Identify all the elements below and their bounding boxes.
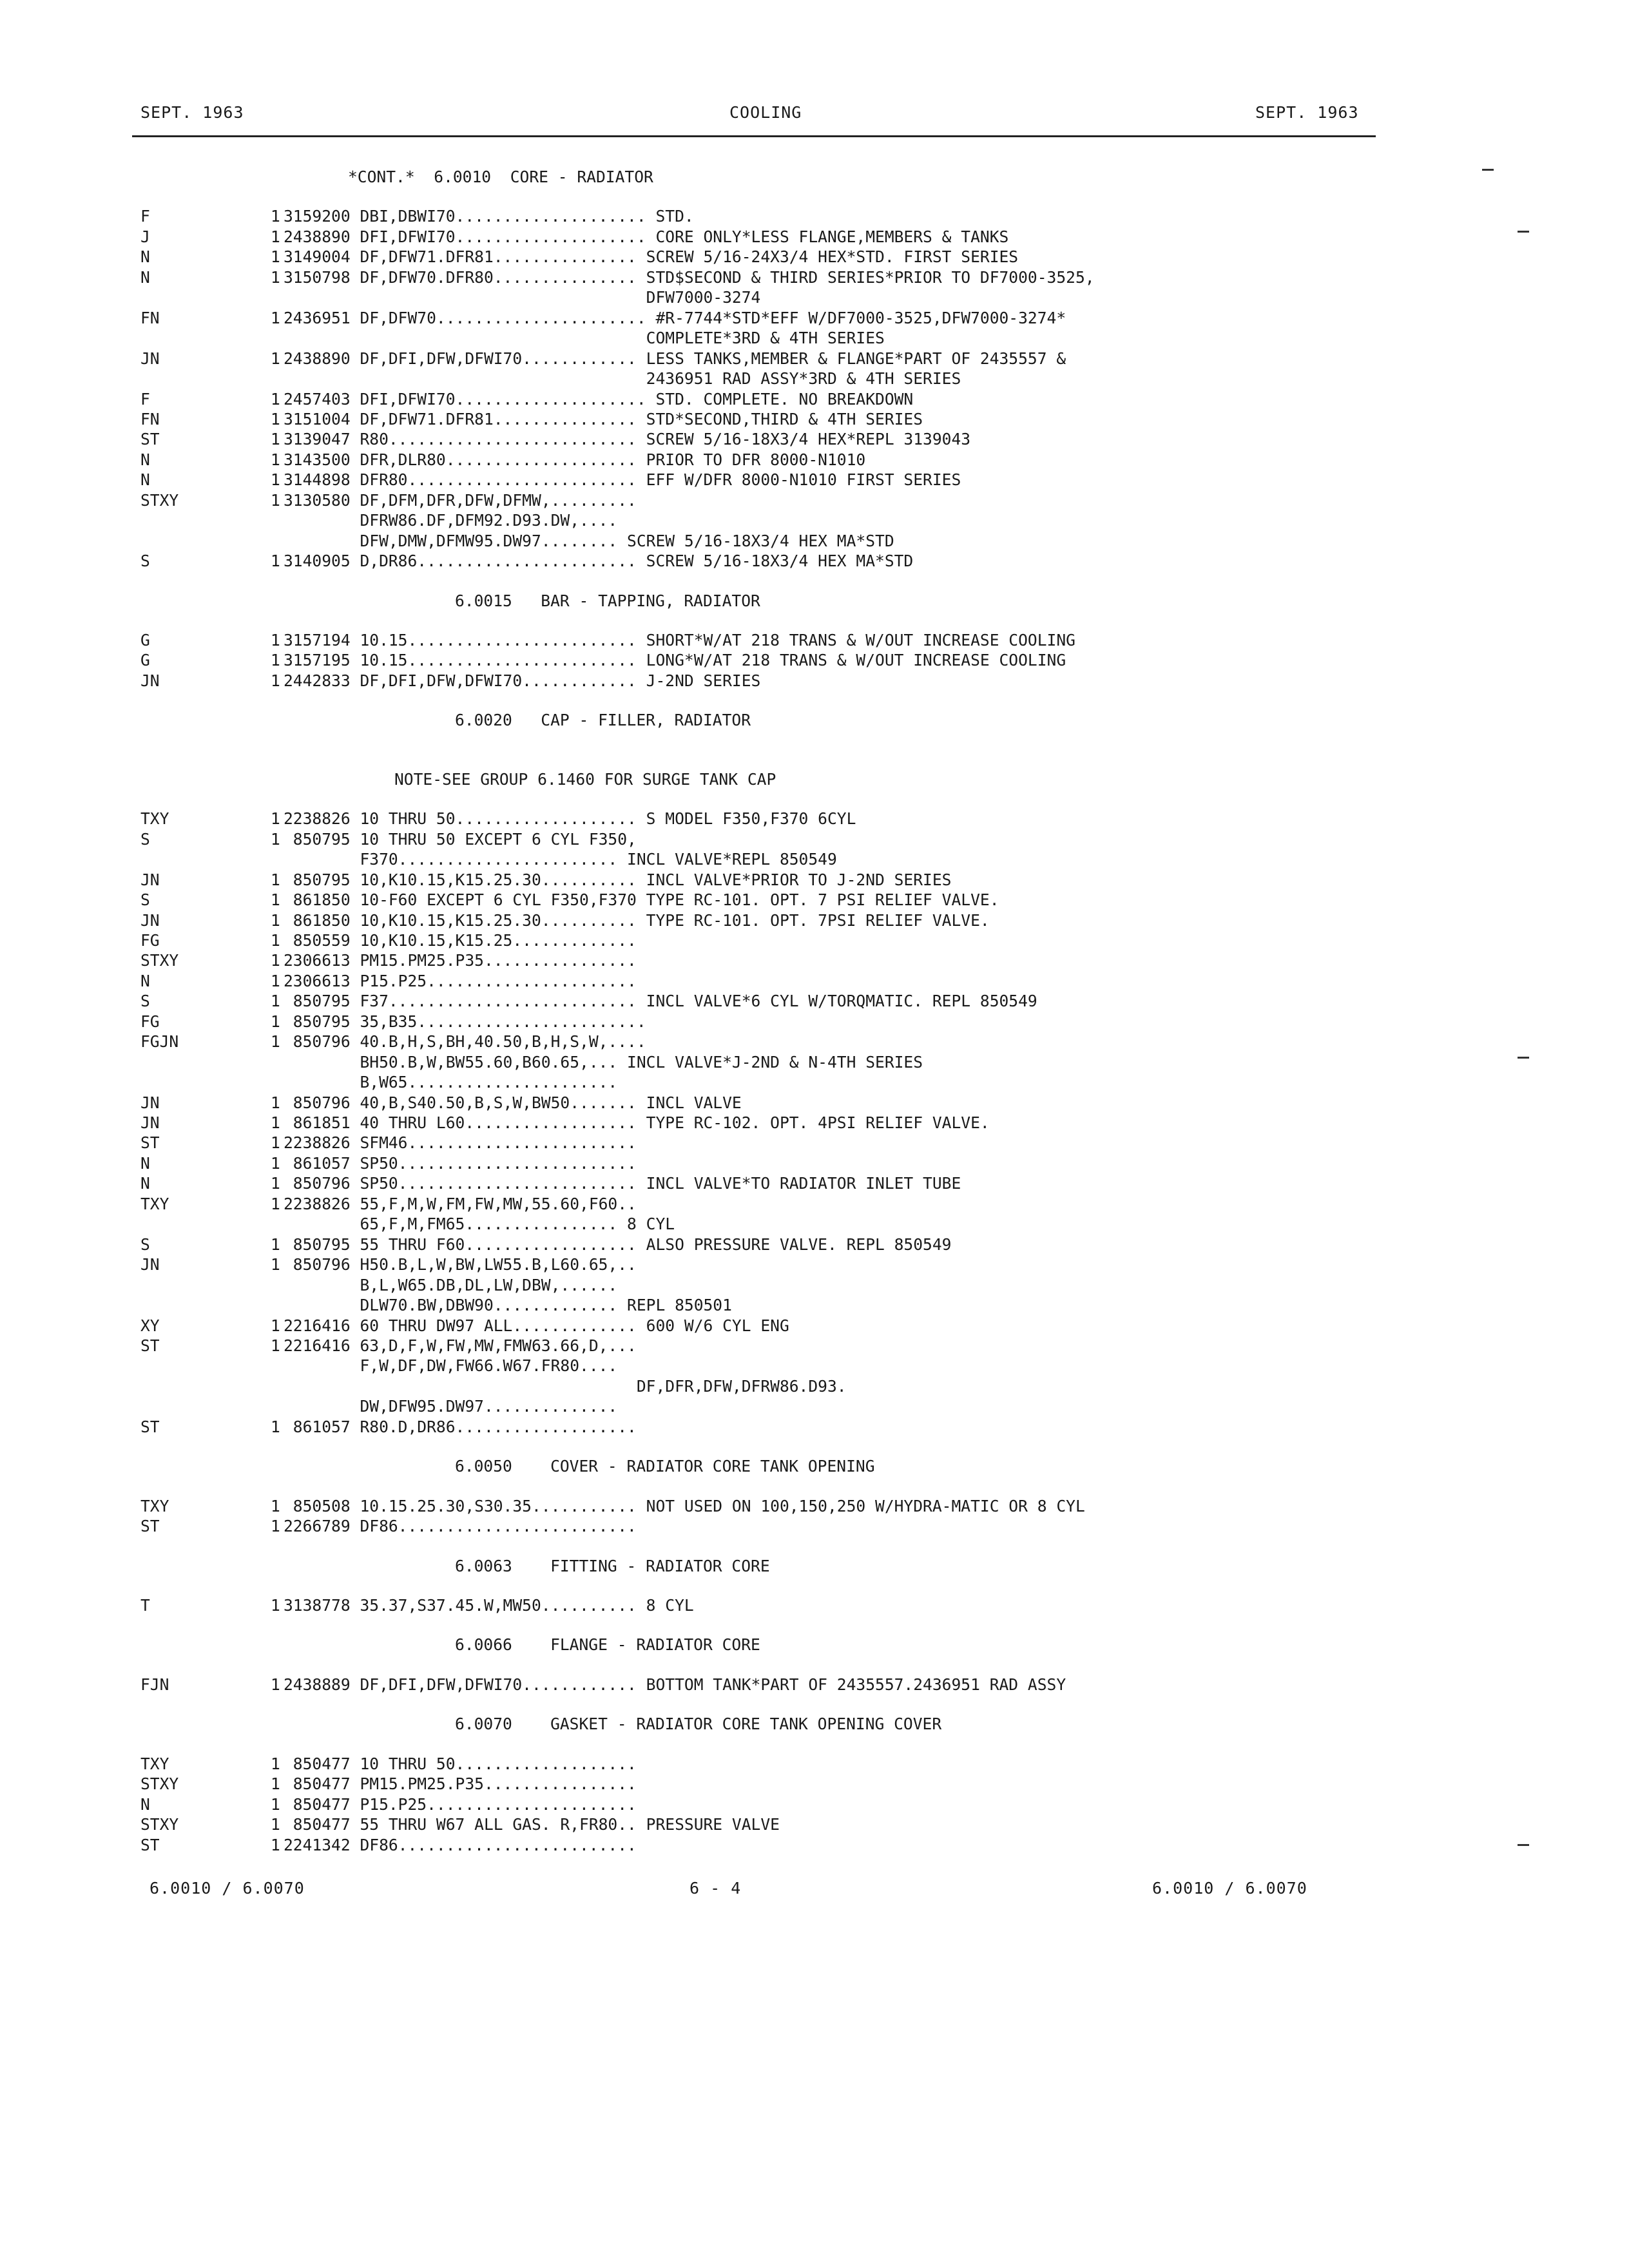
model-code: F <box>140 389 150 408</box>
model-code: N <box>140 470 150 490</box>
quantity: 1 <box>271 631 280 649</box>
model-code: STXY <box>140 1774 179 1794</box>
part-description: 2238826 55,F,M,W,FM,FW,MW,55.60,F60.. <box>284 1194 637 1213</box>
part-description: 3144898 DFR80........................ EFF W/DFR 8000-N1010 FIRST SERIES <box>284 470 961 490</box>
model-code: N <box>140 450 150 469</box>
model-code: N <box>140 1174 150 1193</box>
quantity: 1 <box>271 430 280 449</box>
model-code: S <box>140 890 150 910</box>
part-description: 850795 55 THRU F60.................. ALSO PRESSURE VALVE. REPL 850549 <box>284 1235 952 1254</box>
footer-page-number: 6 - 4 <box>689 1879 742 1898</box>
part-description: 861057 SP50......................... <box>284 1153 637 1173</box>
part-description: DFW,DMW,DFMW95.DW97........ SCREW 5/16-18X3/4 HEX MA*STD <box>284 531 894 550</box>
model-code: TXY <box>140 1194 169 1213</box>
model-code: JN <box>140 1093 160 1112</box>
quantity: 1 <box>271 490 280 510</box>
model-code: ST <box>140 1133 160 1153</box>
part-description: 2438889 DF,DFI,DFW,DFWI70............ BOTTOM TANK*PART OF 2435557.2436951 RAD ASSY <box>284 1675 1066 1694</box>
quantity: 1 <box>271 552 280 571</box>
section-title-text: NOTE-SEE GROUP 6.1460 FOR SURGE TANK CAP <box>394 769 776 789</box>
quantity: 1 <box>271 1517 280 1536</box>
margin-mark <box>1482 169 1494 171</box>
header-section-title: COOLING <box>729 103 802 122</box>
part-description: 2216416 63,D,F,W,FW,MW,FMW63.66,D,... <box>284 1336 637 1355</box>
quantity: 1 <box>271 267 280 287</box>
model-code: FN <box>140 409 160 428</box>
part-description: B,W65...................... <box>284 1073 618 1092</box>
model-code: N <box>140 1153 150 1173</box>
part-description: 2436951 RAD ASSY*3RD & 4TH SERIES <box>284 369 961 389</box>
quantity: 1 <box>271 1336 280 1355</box>
margin-mark <box>1518 231 1529 233</box>
quantity: 1 <box>271 1417 280 1436</box>
part-description: 2436951 DF,DFW70...................... #R-7744*STD*EFF W/DF7000-3525,DFW7000-3274* <box>284 308 1066 327</box>
margin-mark <box>1518 1057 1529 1059</box>
part-description: 850477 PM15.PM25.P35................ <box>284 1774 637 1794</box>
model-code: J <box>140 227 150 246</box>
quantity: 1 <box>271 1316 280 1335</box>
quantity: 1 <box>271 910 280 930</box>
model-code: ST <box>140 1417 160 1436</box>
model-code: FG <box>140 1012 160 1031</box>
part-description: 2306613 PM15.PM25.P35................ <box>284 951 637 970</box>
model-code: JN <box>140 1113 160 1132</box>
quantity: 1 <box>271 1194 280 1213</box>
part-description: DFRW86.DF,DFM92.D93.DW,.... <box>284 511 618 530</box>
part-description: 3130580 DF,DFM,DFR,DFW,DFMW,......... <box>284 490 637 510</box>
model-code: JN <box>140 870 160 889</box>
model-code: JN <box>140 349 160 368</box>
quantity: 1 <box>271 227 280 246</box>
part-description: 2457403 DFI,DFWI70.................... STD. COMPLETE. NO BREAKDOWN <box>284 389 914 408</box>
quantity: 1 <box>271 409 280 428</box>
model-code: JN <box>140 1255 160 1274</box>
part-description: 850796 40,B,S40.50,B,S,W,BW50....... INCL VALVE <box>284 1093 742 1112</box>
model-code: ST <box>140 430 160 449</box>
model-code: JN <box>140 910 160 930</box>
model-code: FJN <box>140 1675 169 1694</box>
quantity: 1 <box>271 1174 280 1193</box>
part-description: 3150798 DF,DFW70.DFR80............... STD$SECOND & THIRD SERIES*PRIOR TO DF7000-3525, <box>284 267 1095 287</box>
quantity: 1 <box>271 1113 280 1132</box>
part-description: 3159200 DBI,DBWI70.................... STD. <box>284 207 694 226</box>
model-code: S <box>140 992 150 1011</box>
quantity: 1 <box>271 1133 280 1153</box>
model-code: F <box>140 207 150 226</box>
part-description: DLW70.BW,DBW90............. REPL 850501 <box>284 1296 732 1315</box>
model-code: FG <box>140 930 160 950</box>
part-description: 850795 10,K10.15,K15.25.30.......... INCL VALVE*PRIOR TO J-2ND SERIES <box>284 870 952 889</box>
section-title-text: 6.0020 CAP - FILLER, RADIATOR <box>455 711 751 730</box>
part-description: 850477 P15.P25...................... <box>284 1794 637 1814</box>
part-description: 850795 F37.......................... INCL VALVE*6 CYL W/TORQMATIC. REPL 850549 <box>284 992 1037 1011</box>
quantity: 1 <box>271 450 280 469</box>
part-description: 3151004 DF,DFW71.DFR81............... STD*SECOND,THIRD & 4TH SERIES <box>284 409 923 428</box>
part-description: COMPLETE*3RD & 4TH SERIES <box>284 329 885 348</box>
quantity: 1 <box>271 1153 280 1173</box>
model-code: ST <box>140 1517 160 1536</box>
quantity: 1 <box>271 671 280 690</box>
part-description: 3157194 10.15........................ SHORT*W/AT 218 TRANS & W/OUT INCREASE COOLING <box>284 631 1075 649</box>
quantity: 1 <box>271 1235 280 1254</box>
part-description: 3139047 R80.......................... SCREW 5/16-18X3/4 HEX*REPL 3139043 <box>284 430 971 449</box>
section-title-text: 6.0066 FLANGE - RADIATOR CORE <box>455 1635 760 1655</box>
part-description: 2216416 60 THRU DW97 ALL............. 600 W/6 CYL ENG <box>284 1316 789 1335</box>
part-description: 2438890 DF,DFI,DFW,DFWI70............ LESS TANKS,MEMBER & FLANGE*PART OF 2435557 & <box>284 349 1066 368</box>
part-description: 861850 10,K10.15,K15.25.30.......... TYPE RC-101. OPT. 7PSI RELIEF VALVE. <box>284 910 990 930</box>
model-code: S <box>140 829 150 849</box>
quantity: 1 <box>271 992 280 1011</box>
part-description: 861851 40 THRU L60.................. TYPE RC-102. OPT. 4PSI RELIEF VALVE. <box>284 1113 990 1132</box>
model-code: S <box>140 1235 150 1254</box>
quantity: 1 <box>271 809 280 829</box>
quantity: 1 <box>271 1032 280 1052</box>
model-code: XY <box>140 1316 160 1335</box>
section-title-text: 6.0050 COVER - RADIATOR CORE TANK OPENING <box>455 1457 875 1476</box>
part-description: F,W,DF,DW,FW66.W67.FR80.... <box>284 1356 618 1376</box>
part-description: 850795 35,B35........................ <box>284 1012 646 1031</box>
model-code: N <box>140 267 150 287</box>
header-rule <box>132 135 1376 137</box>
quantity: 1 <box>271 1835 280 1854</box>
part-description: 850508 10.15.25.30,S30.35........... NOT USED ON 100,150,250 W/HYDRA-MATIC OR 8 CYL <box>284 1496 1085 1515</box>
quantity: 1 <box>271 1596 280 1615</box>
quantity: 1 <box>271 829 280 849</box>
quantity: 1 <box>271 349 280 368</box>
part-description: 3157195 10.15........................ LONG*W/AT 218 TRANS & W/OUT INCREASE COOLING <box>284 651 1066 670</box>
quantity: 1 <box>271 1012 280 1031</box>
part-description: 3143500 DFR,DLR80.................... PRIOR TO DFR 8000-N1010 <box>284 450 866 469</box>
part-description: 850795 10 THRU 50 EXCEPT 6 CYL F350, <box>284 829 637 849</box>
quantity: 1 <box>271 308 280 327</box>
part-description: B,L,W65.DB,DL,LW,DBW,...... <box>284 1275 618 1294</box>
quantity: 1 <box>271 651 280 670</box>
header-date-left: SEPT. 1963 <box>140 103 244 122</box>
model-code: FGJN <box>140 1032 179 1052</box>
section-title-text: 6.0063 FITTING - RADIATOR CORE <box>455 1556 770 1575</box>
model-code: JN <box>140 671 160 690</box>
model-code: G <box>140 631 150 649</box>
part-description: 2266789 DF86......................... <box>284 1517 637 1536</box>
part-description: 3138778 35.37,S37.45.W,MW50.......... 8 CYL <box>284 1596 694 1615</box>
quantity: 1 <box>271 1774 280 1794</box>
quantity: 1 <box>271 1815 280 1834</box>
part-description: 2306613 P15.P25...................... <box>284 971 637 990</box>
part-description: 2238826 SFM46........................ <box>284 1133 637 1153</box>
model-code: STXY <box>140 490 179 510</box>
margin-mark <box>1518 1844 1529 1846</box>
model-code: STXY <box>140 951 179 970</box>
model-code: N <box>140 1794 150 1814</box>
part-description: 3149004 DF,DFW71.DFR81............... SCREW 5/16-24X3/4 HEX*STD. FIRST SERIES <box>284 247 1019 267</box>
quantity: 1 <box>271 247 280 267</box>
part-description: 861057 R80.D,DR86................... <box>284 1417 637 1436</box>
quantity: 1 <box>271 951 280 970</box>
quantity: 1 <box>271 1093 280 1112</box>
quantity: 1 <box>271 1255 280 1274</box>
part-description: 65,F,M,FM65................ 8 CYL <box>284 1215 675 1234</box>
quantity: 1 <box>271 1675 280 1694</box>
quantity: 1 <box>271 1754 280 1773</box>
part-description: 850477 55 THRU W67 ALL GAS. R,FR80.. PRESSURE VALVE <box>284 1815 780 1834</box>
part-description: 861850 10-F60 EXCEPT 6 CYL F350,F370 TYPE RC-101. OPT. 7 PSI RELIEF VALVE. <box>284 890 999 910</box>
model-code: N <box>140 971 150 990</box>
part-description: 2442833 DF,DFI,DFW,DFWI70............ J-2ND SERIES <box>284 671 761 690</box>
section-title-text: *CONT.* 6.0010 CORE - RADIATOR <box>348 168 653 186</box>
part-description: 850796 SP50......................... INCL VALVE*TO RADIATOR INLET TUBE <box>284 1174 961 1193</box>
quantity: 1 <box>271 870 280 889</box>
part-description: 2238826 10 THRU 50................... S MODEL F350,F370 6CYL <box>284 809 856 829</box>
model-code: ST <box>140 1835 160 1854</box>
model-code: G <box>140 651 150 670</box>
model-code: T <box>140 1596 150 1615</box>
model-code: TXY <box>140 1496 169 1515</box>
footer-range-left: 6.0010 / 6.0070 <box>149 1879 305 1898</box>
quantity: 1 <box>271 1794 280 1814</box>
part-description: 850796 40.B,H,S,BH,40.50,B,H,S,W,.... <box>284 1032 646 1052</box>
quantity: 1 <box>271 890 280 910</box>
part-description: DF,DFR,DFW,DFRW86.D93. <box>284 1376 847 1396</box>
part-description: DW,DFW95.DW97.............. <box>284 1397 618 1416</box>
header-date-right: SEPT. 1963 <box>1255 103 1359 122</box>
model-code: FN <box>140 308 160 327</box>
footer-range-right: 6.0010 / 6.0070 <box>1152 1879 1307 1898</box>
quantity: 1 <box>271 971 280 990</box>
model-code: TXY <box>140 809 169 829</box>
quantity: 1 <box>271 930 280 950</box>
model-code: STXY <box>140 1815 179 1834</box>
part-description: 850796 H50.B,L,W,BW,LW55.B,L60.65,.. <box>284 1255 637 1274</box>
part-description: 850477 10 THRU 50................... <box>284 1754 637 1773</box>
model-code: ST <box>140 1336 160 1355</box>
quantity: 1 <box>271 1496 280 1515</box>
quantity: 1 <box>271 470 280 490</box>
quantity: 1 <box>271 207 280 226</box>
part-description: BH50.B,W,BW55.60,B60.65,... INCL VALVE*J-2ND & N-4TH SERIES <box>284 1052 923 1072</box>
model-code: N <box>140 247 150 267</box>
part-description: F370....................... INCL VALVE*REPL 850549 <box>284 850 837 869</box>
quantity: 1 <box>271 389 280 408</box>
part-description: 2241342 DF86......................... <box>284 1835 637 1854</box>
section-title-text: 6.0015 BAR - TAPPING, RADIATOR <box>455 591 760 610</box>
part-description: 3140905 D,DR86....................... SCREW 5/16-18X3/4 HEX MA*STD <box>284 552 914 571</box>
model-code: S <box>140 552 150 571</box>
model-code: TXY <box>140 1754 169 1773</box>
part-description: 850559 10,K10.15,K15.25............. <box>284 930 637 950</box>
part-description: DFW7000-3274 <box>284 288 761 307</box>
section-title-text: 6.0070 GASKET - RADIATOR CORE TANK OPENING COVER <box>455 1715 942 1734</box>
part-description: 2438890 DFI,DFWI70.................... CORE ONLY*LESS FLANGE,MEMBERS & TANKS <box>284 227 1009 246</box>
